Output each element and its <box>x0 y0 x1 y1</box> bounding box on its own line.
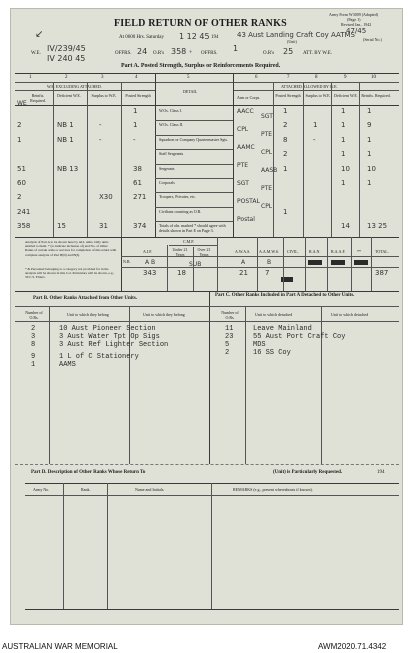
cmp-head-rule <box>121 256 399 257</box>
bc-divider <box>209 291 210 464</box>
part-a-cell-c1: 358 <box>17 222 31 231</box>
col-num-2: 2 <box>65 75 68 80</box>
head-surplus: Surplus to W.E. <box>91 93 117 98</box>
at-line: At 0600 Hrs. Saturday <box>119 35 164 40</box>
part-a-detail-label: Troopers, Privates, etc. <box>159 194 196 200</box>
part-a-detail-label: Staff Sergeants <box>159 151 184 157</box>
part-a-row-rule <box>155 178 233 179</box>
cmp-head-raaf: R.A.A.F. <box>331 249 346 254</box>
serial-label: (Serial No.) <box>363 37 382 42</box>
part-a-cell-c1: 2 <box>17 193 22 202</box>
footer-right: AWM2020.71.4342 <box>318 642 387 651</box>
part-d-title: Part D. Description of Other Ranks Whose Return To <box>31 470 146 475</box>
an-v-5 <box>283 237 284 291</box>
offrs-label: OFFRS. <box>115 51 132 56</box>
d-head-rank: Rank. <box>81 487 91 492</box>
margin-we: WE <box>17 100 27 107</box>
an-v-8 <box>351 237 352 291</box>
b-head-number: Number of O.Rs. <box>25 310 43 320</box>
an-v-2 <box>193 247 194 291</box>
cmp-label: C.M.P. <box>183 239 195 244</box>
part-d-top-rule <box>25 483 399 484</box>
cmp-head-star: ** <box>357 249 361 254</box>
part-a-row-rule <box>155 192 233 193</box>
c-v-1 <box>245 306 246 464</box>
an-v-7 <box>327 237 328 291</box>
cmp-rule <box>169 245 217 246</box>
d-head-army-no: Army No. <box>33 487 50 492</box>
part-b-unit: 3 Aust Water Tpt Op Sigs <box>59 333 160 341</box>
part-b-count: 8 <box>31 341 36 349</box>
b-label: B <box>267 259 272 266</box>
part-d-bottom-rule <box>25 609 399 610</box>
archive-footer <box>0 641 411 653</box>
part-a-cell-c2: NB 1 <box>57 121 74 130</box>
an-v-4 <box>257 237 258 291</box>
form-sheet <box>10 8 403 625</box>
d-v-2 <box>107 483 108 609</box>
total-value: 387 <box>375 269 389 277</box>
head-reinfts: Reinfts. Required. <box>30 93 46 103</box>
arm-corps-entry: Postal <box>237 216 255 223</box>
arm-corps-entry: CPL <box>261 149 273 156</box>
v-rule-9 <box>359 82 360 237</box>
part-b-count: 2 <box>31 325 36 333</box>
c-head-unit-2: Unit to which detached <box>331 312 369 317</box>
part-a-cell-c2: NB 13 <box>57 164 79 173</box>
offrs-value-2: 1 <box>233 44 239 53</box>
cmp-head-civil: CIVIL. <box>287 249 299 254</box>
part-a-cell-c1: 51 <box>17 164 26 173</box>
b-head-unit-1: Unit to which they belong <box>67 312 109 317</box>
part-a-cell-c10: 1 <box>367 150 372 159</box>
c-head-unit-1: Unit to which detached <box>255 312 293 317</box>
v-rule-4 <box>155 73 156 237</box>
part-a-cell-c7: 1 <box>283 164 288 173</box>
nb-label: N.B. <box>123 259 131 264</box>
we-value: IV/239/45 <box>47 44 86 53</box>
form-title: FIELD RETURN OF OTHER RANKS <box>114 18 287 29</box>
offrs-label-2: OFFRS. <box>201 51 218 56</box>
bc-head-rule <box>15 321 399 322</box>
army-form-label: Army Form W3009 (Adapted) <box>329 12 378 17</box>
part-a-cell-c8: - <box>313 135 316 144</box>
head-posted: Posted Strength <box>125 93 151 98</box>
col-num-4: 4 <box>135 75 138 80</box>
col-num-5: 5 <box>187 75 190 80</box>
arm-corps-entry: POSTAL <box>237 198 260 205</box>
part-c-unit: 55 Aust Port Craft Coy <box>253 333 346 341</box>
attached-head: ATTACHED ALLOWED BY W.E. <box>281 84 338 89</box>
part-d-head-rule <box>25 495 399 496</box>
part-a-cell-c3: - <box>99 135 102 144</box>
d-v-3 <box>211 483 212 609</box>
analysis-note: Analysis of Part A to be shown here by ALL units. Only units entitled to them. * (to indicate inclusion of) and No. of Other Ranks of certain arms or services for completion of this return with complete analysis of Part B(II) and B(I). <box>25 240 117 257</box>
part-c-unit: 16 SS Coy <box>253 349 291 357</box>
part-a-bottom-rule <box>15 237 399 238</box>
part-a-cell-c8: 1 <box>313 121 318 130</box>
head-r-reinfts: Reinfts. Required. <box>361 93 391 98</box>
part-a-cell-c4: 271 <box>133 193 147 202</box>
part-a-cell-c3: - <box>99 121 102 130</box>
an-v-1 <box>167 245 168 291</box>
att-head-rule <box>233 90 399 91</box>
part-a-detail-label: W.Os. Class I. <box>159 108 182 113</box>
part-a-cell-c7: 1 <box>283 107 288 115</box>
part-a-cell-c7: 8 <box>283 135 288 144</box>
head-arm: Arm or Corps. <box>237 95 261 100</box>
part-a-detail-label: Totals of oln. marked * should agree with details shown in Part E on Page 3. <box>159 223 226 234</box>
part-a-cell-c9: 1 <box>341 150 346 159</box>
head-r-posted: Posted Strength <box>275 93 301 98</box>
part-b-unit: 3 Aust Ref Lighter Section <box>59 341 169 349</box>
v-rule-6 <box>273 82 274 237</box>
col-num-6: 6 <box>255 75 258 80</box>
arm-corps-entry: AASB <box>261 167 278 174</box>
part-c-count: 11 <box>225 325 234 333</box>
ors-value: 358 <box>171 47 187 56</box>
sub-label: SUB <box>189 261 202 268</box>
arm-corps-entry: CPL <box>261 203 273 210</box>
cmp-head-aamws: A.A.M.W.S. <box>259 249 279 254</box>
arm-corps-entry: PTE <box>237 162 249 169</box>
d-head-name: Name and Initials. <box>135 487 165 492</box>
part-a-cell-c1: 241 <box>17 207 31 216</box>
part-a-cell-c10: 13 25 <box>367 222 388 231</box>
redaction-box-3 <box>354 260 368 265</box>
part-d-unit-label: (Unit) is Particularly Requested. <box>273 470 343 475</box>
part-a-cell-c3: X30 <box>99 193 113 202</box>
arm-corps-entry: AAMC <box>237 144 255 151</box>
bc-title-rule <box>15 306 399 307</box>
ors-label: O.R's <box>153 51 165 56</box>
revised-label: Revised Jan., 1942 <box>341 22 372 27</box>
part-a-cell-c7: 1 <box>283 207 288 216</box>
margin-mark: ↙ <box>35 29 44 40</box>
part-a-detail-label: Squadron or Company Quartermaster Sgts. <box>159 136 228 142</box>
v-rule-7 <box>303 82 304 237</box>
part-a-top-rule <box>15 73 399 74</box>
part-c-title: Part C. Other Ranks Included in Part A Detached to Other Units. <box>215 293 355 298</box>
part-a-cell-c3: 31 <box>99 222 108 231</box>
cmp-head-over21: Over 21 Years <box>197 247 211 257</box>
part-a-cell-c4: 61 <box>133 179 142 187</box>
ors-label-2: O.R's <box>263 51 275 56</box>
col-num-1: 1 <box>29 75 32 80</box>
d-v-1 <box>63 483 64 609</box>
part-a-cell-c1: 1 <box>17 135 22 144</box>
arm-corps-entry: PTE <box>261 131 273 138</box>
c-head-number: Number of O.Rs. <box>221 310 239 320</box>
awas-value: 21 <box>239 269 248 277</box>
aamws-value: 7 <box>265 269 270 277</box>
col-num-10: 10 <box>371 75 376 80</box>
arm-corps-entry: SGT <box>237 180 249 187</box>
footer-left: AUSTRALIAN WAR MEMORIAL <box>2 642 118 651</box>
an-v-3 <box>217 237 218 291</box>
analysis-mid-rule <box>121 267 399 268</box>
part-d-year: 194 <box>377 470 385 475</box>
part-c-count: 2 <box>225 349 230 357</box>
redaction-box-1 <box>308 260 322 265</box>
part-a-cell-c10: 1 <box>367 135 372 144</box>
year-label: 194 <box>211 35 219 40</box>
part-a-row-rule <box>155 221 233 222</box>
col-number-rule <box>15 82 399 83</box>
head-r-surplus: Surplus to W.E. <box>305 93 331 98</box>
part-a-detail-label: W.Os. Class II. <box>159 122 184 128</box>
part-a-cell-c4: 374 <box>133 222 147 231</box>
part-a-cell-c10: 1 <box>367 179 372 187</box>
part-a-cell-c4: 1 <box>133 121 138 130</box>
we-excl-head: W.E. EXCLUDING ATTACHED. <box>47 84 102 89</box>
an-v-6 <box>305 237 306 291</box>
ors-value-2: 25 <box>283 47 294 56</box>
an-v-9 <box>371 237 372 291</box>
part-c-unit: MDS <box>253 341 266 349</box>
part-a-row-rule <box>155 149 233 150</box>
part-a-cell-c4: - <box>133 135 136 144</box>
col-num-9: 9 <box>344 75 347 80</box>
part-a-cell-c4: 1 <box>133 107 138 115</box>
part-a-cell-c4: 38 <box>133 164 142 173</box>
we-head-rule <box>15 90 155 91</box>
arm-corps-entry: AACC <box>237 108 254 115</box>
cmp-head-under21: Under 21 Years <box>172 247 188 257</box>
arm-corps-entry: SGT <box>261 113 273 120</box>
part-a-cell-c2: 15 <box>57 222 66 231</box>
page-label: (Page 1) <box>347 17 361 22</box>
part-a-cell-c9: 1 <box>341 121 346 130</box>
serial-value: 47/45 <box>346 27 367 35</box>
v-rule-5 <box>233 73 234 237</box>
cmp-head-total: TOTAL. <box>375 249 389 254</box>
unit-value: 43 Aust Landing Craft Coy AATMS <box>237 31 355 39</box>
head-r-deficient: Deficient W.E. <box>334 93 358 98</box>
part-a-cell-c7: 2 <box>283 150 288 159</box>
col-num-3: 3 <box>101 75 104 80</box>
d-head-remarks: REMARKS (e.g., present whereabouts if known). <box>233 487 313 492</box>
v-rule-8 <box>331 82 332 237</box>
part-b-unit: 10 Aust Pioneer Section <box>59 325 156 333</box>
detail-head: DETAIL <box>183 89 198 94</box>
col-num-8: 8 <box>315 75 318 80</box>
analysis-bottom-rule <box>15 291 399 292</box>
part-a-detail-label: Sergeants <box>159 165 175 171</box>
part-a-cell-c1: 60 <box>17 179 26 187</box>
part-a-cell-c1: 2 <box>17 121 22 130</box>
under21-value: 18 <box>177 269 186 277</box>
part-a-cell-c2: NB 1 <box>57 135 74 144</box>
part-a-cell-c10: 10 <box>367 164 376 173</box>
part-b-count: 1 <box>31 361 36 369</box>
head-deficient: Deficient W.E. <box>57 93 81 98</box>
cmp-head-ran: R.A.N. <box>309 249 321 254</box>
v-rule-2 <box>87 82 88 237</box>
c-v-2 <box>321 306 322 464</box>
part-c-unit: Leave Mainland <box>253 325 312 333</box>
part-a-row-rule <box>155 135 233 136</box>
plus-sign: + <box>189 50 193 56</box>
part-c-count: 5 <box>225 341 230 349</box>
part-b-count: 3 <box>31 333 36 341</box>
b-head-unit-2: Unit to which they belong <box>143 312 185 317</box>
part-a-detail-label: Corporals <box>159 180 175 185</box>
analysis-note-2: * & Personnel belonging to a category not provided for in the analysis will be shown in this Col. Particulars will be shown, e.g., 30 C.S. Fitters. <box>25 267 115 280</box>
part-a-head-rule <box>15 105 399 106</box>
arm-corps-entry: PTE <box>261 185 273 192</box>
part-a-row-rule <box>155 207 233 208</box>
part-a-cell-c9: 10 <box>341 164 350 173</box>
v-rule-3 <box>121 82 122 237</box>
part-a-cell-c10: 9 <box>367 121 372 130</box>
a-label: A <box>241 259 246 266</box>
ab-label: A B <box>145 259 156 266</box>
part-a-cell-c7: 2 <box>283 121 288 130</box>
part-b-unit: 1 L of C Stationery <box>59 353 139 361</box>
redaction-box-2 <box>331 260 345 265</box>
part-a-cell-c9: 1 <box>341 135 346 144</box>
part-c-count: 23 <box>225 333 234 341</box>
b-v-1 <box>49 306 50 464</box>
att-label: ATT. BY W.E. <box>303 51 333 56</box>
offrs-value: 24 <box>137 47 148 56</box>
part-b-count: 9 <box>31 353 36 361</box>
analysis-divider <box>121 237 122 291</box>
unit-label: (Unit) <box>287 39 297 44</box>
part-b-title: Part B. Other Ranks Attached from Other Units. <box>33 296 138 301</box>
part-a-cell-c9: 1 <box>341 179 346 187</box>
v-rule-1 <box>53 82 54 237</box>
part-a-cell-c10: 1 <box>367 107 372 115</box>
part-a-title: Part A. Posted Strength, Surplus or Reinforcements Required. <box>121 63 281 69</box>
part-a-row-rule <box>155 164 233 165</box>
part-b-unit: AAMS <box>59 361 76 369</box>
we-value-2: IV 240 45 <box>47 54 86 63</box>
arm-corps-entry: CPL <box>237 126 249 133</box>
cmp-head-aif: A.I.F. <box>143 249 153 254</box>
col-num-7: 7 <box>287 75 290 80</box>
aif-value: 343 <box>143 269 157 277</box>
date-value: 1 12 45 <box>179 32 210 41</box>
part-a-cell-c9: 1 <box>341 107 346 115</box>
we-label: W.E. <box>31 51 41 56</box>
part-a-cell-c9: 14 <box>341 222 350 231</box>
cmp-head-awas: A.W.A.S. <box>235 249 251 254</box>
part-a-row-rule <box>155 120 233 121</box>
perforation-line <box>15 464 399 465</box>
part-a-detail-label: Civilians counting as O.R. <box>159 208 202 214</box>
